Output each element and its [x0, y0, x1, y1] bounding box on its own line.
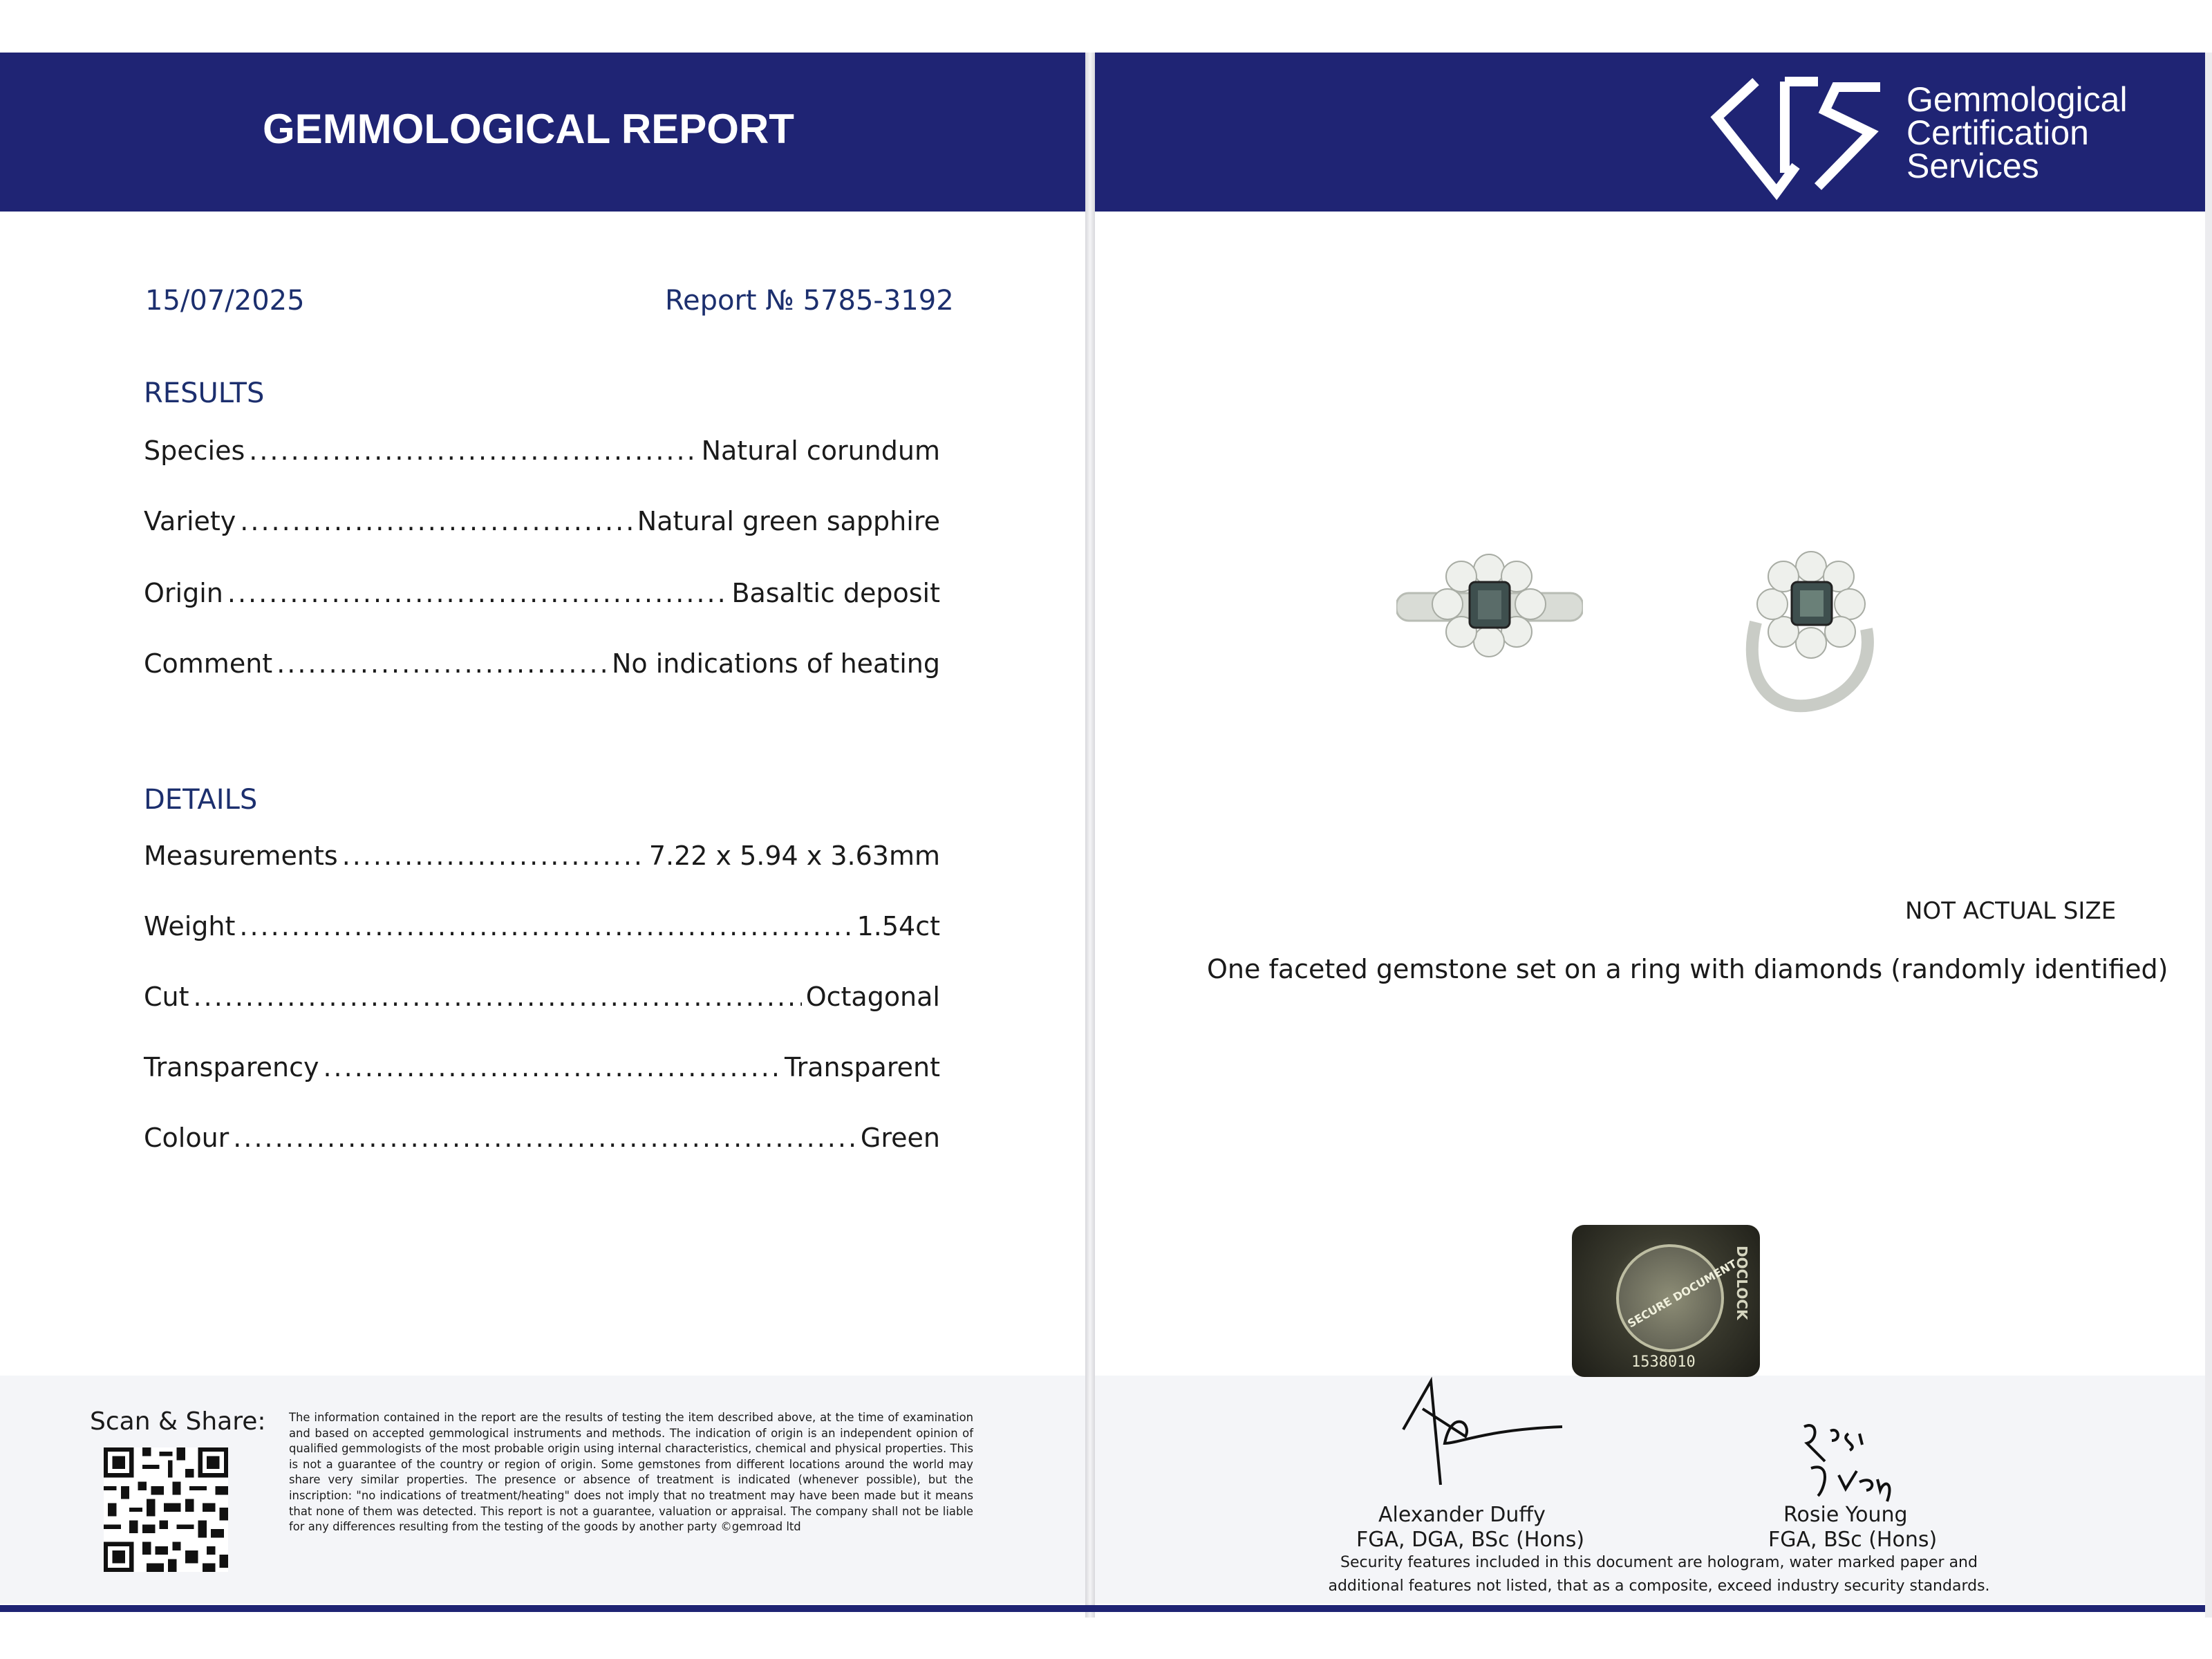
row-label: Transparency — [144, 1052, 319, 1082]
row-value: No indications of heating — [611, 648, 940, 679]
dot-leader — [239, 911, 852, 941]
brand-name — [1906, 80, 2128, 185]
scan-share-label: Scan & Share: — [90, 1407, 266, 1436]
not-actual-size-note: NOT ACTUAL SIZE — [1905, 897, 2117, 925]
dot-leader — [342, 841, 645, 871]
row-label: Variety — [144, 506, 236, 536]
detail-row-cut — [144, 973, 940, 1012]
report-number: Report № 5785-3192 — [665, 285, 954, 317]
dot-leader — [227, 578, 728, 608]
row-label: Weight — [144, 911, 236, 941]
detail-row-transparency — [144, 1044, 940, 1082]
row-label: Comment — [144, 648, 273, 679]
ring-photo-front — [1396, 546, 1583, 671]
details-heading: DETAILS — [144, 784, 258, 816]
qr-code-icon[interactable] — [104, 1447, 228, 1572]
result-row-comment — [144, 640, 940, 679]
row-value: Basaltic deposit — [731, 578, 940, 608]
ring-photo-angled — [1728, 546, 1901, 719]
report-date: 15/07/2025 — [145, 285, 305, 317]
seal-side-text: DOCLOCK — [1734, 1246, 1750, 1320]
row-value: Transparent — [785, 1052, 940, 1082]
detail-row-colour — [144, 1114, 940, 1153]
dot-leader — [233, 1123, 856, 1153]
row-value: 1.54ct — [856, 911, 940, 941]
result-row-variety — [144, 498, 940, 536]
result-row-species — [144, 427, 940, 466]
report-title: GEMMOLOGICAL REPORT — [263, 106, 794, 152]
row-value: Natural green sapphire — [637, 506, 940, 536]
results-heading: RESULTS — [144, 377, 265, 409]
row-value: Green — [860, 1123, 940, 1153]
detail-row-weight — [144, 903, 940, 941]
signature-duffy-icon — [1389, 1367, 1576, 1499]
signature-young-icon — [1790, 1413, 1901, 1510]
gcs-logo-icon — [1707, 69, 1894, 200]
dot-leader — [323, 1052, 780, 1082]
dot-leader — [276, 648, 608, 679]
hologram-seal — [1572, 1225, 1760, 1377]
dot-leader — [240, 506, 633, 536]
row-label: Species — [144, 435, 245, 466]
brand-line: Gemmological — [1906, 80, 2128, 119]
photo-caption: One faceted gemstone set on a ring with diamonds (randomly identified) — [1207, 954, 2168, 984]
page-edge — [2205, 53, 2212, 1618]
disclaimer-text: The information contained in the report are the results of testing the item described above, at the time of examination and based on accepted gemmological instruments and methods. The indication of origin is an independent opinion of qualified gemmologists of the most probable origin using internal characteristics, chemical and physical properties. This is not a guarantee of the country or region of origin. Some gemstones from different locations around the world may share very similar properties. The presence or absence of treatment is indicated (whenever possible), but the inscription: "no indications of treatment/heating" does not imply that no treatment may have been made but it means that none of them was detected. This report is not a guarantee, valuation or appraisal. The company shall not be liable for any differences resulting from the testing of the goods by another party ©gemroad ltd — [289, 1411, 973, 1534]
signatory-credentials: FGA, BSc (Hons) — [1768, 1528, 1938, 1552]
seal-number: 1538010 — [1631, 1353, 1696, 1371]
page-fold — [1085, 53, 1095, 1618]
seal-ring-text: SECURE DOCUMENT — [1625, 1257, 1739, 1331]
signatory-name: Rosie Young — [1783, 1503, 1908, 1527]
dot-leader — [194, 982, 802, 1012]
row-label: Origin — [144, 578, 223, 608]
row-value: 7.22 x 5.94 x 3.63mm — [648, 841, 940, 871]
result-row-origin — [144, 570, 940, 608]
bottom-band — [0, 1605, 2205, 1612]
row-label: Measurements — [144, 841, 338, 871]
security-note: Security features included in this document are hologram, water marked paper and additional features not listed, that as a composite, exceed industry security standards. — [1328, 1554, 1990, 1595]
brand-line: Certification — [1906, 113, 2089, 152]
row-value: Natural corundum — [701, 435, 940, 466]
brand-line: Services — [1906, 147, 2039, 185]
row-label: Cut — [144, 982, 189, 1012]
signatory-name: Alexander Duffy — [1378, 1503, 1546, 1527]
detail-row-measurements — [144, 832, 940, 871]
dot-leader — [249, 435, 697, 466]
signatory-credentials: FGA, DGA, BSc (Hons) — [1356, 1528, 1585, 1552]
row-label: Colour — [144, 1123, 229, 1153]
row-value: Octagonal — [805, 982, 940, 1012]
